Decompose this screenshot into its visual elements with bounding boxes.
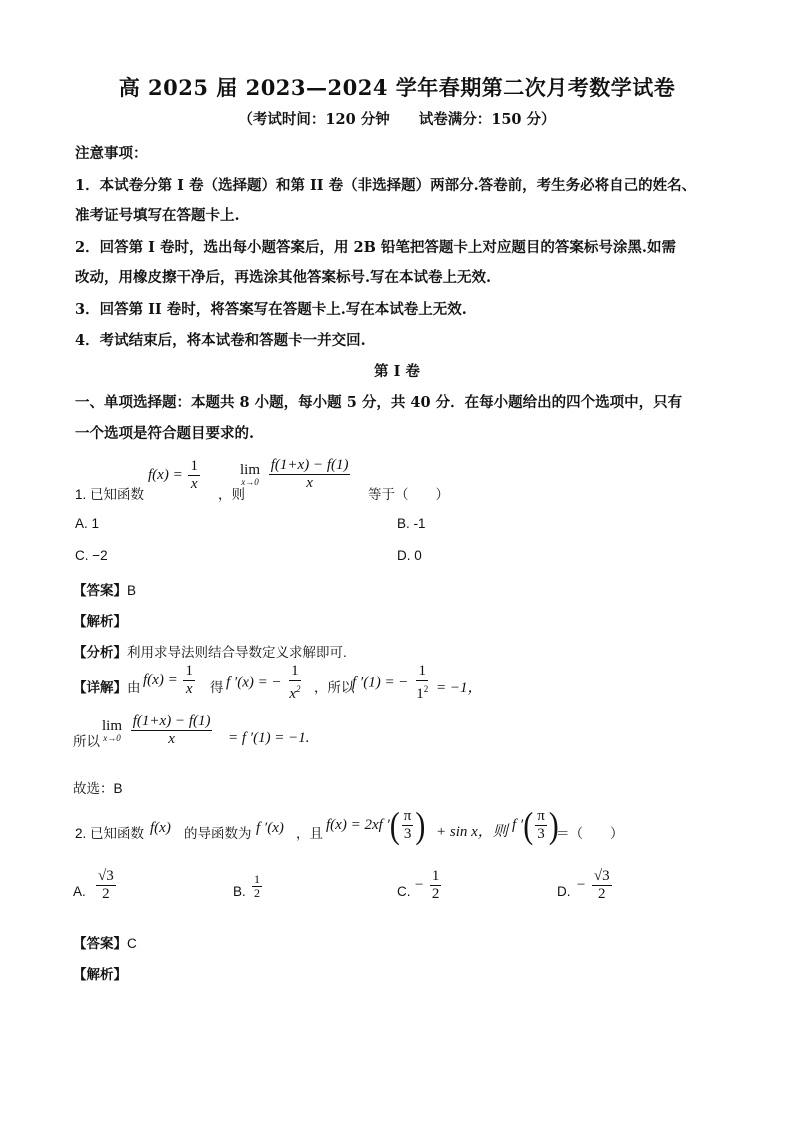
q2-option-c-label: C. [397,884,411,899]
q2-fpx: f ′(x) [256,820,284,836]
answer-tag: 【答案】 [73,936,127,951]
q1-option-a: A. 1 [75,516,100,531]
q1-answer [73,579,136,599]
question-2-end: ＝（ ） [556,826,624,841]
question-2-mid1: 的导函数为 [184,826,252,841]
q1-option-c: C. −2 [75,548,108,563]
q1-fenxi [73,641,347,661]
question-1-then: ，则 [218,487,245,502]
question-2-mid2: ，且 [296,826,323,841]
q1-analysis-tag [73,610,127,630]
notice-item: 改动，用橡皮擦干净后，再选涂其他答案标号.写在本试卷上无效. [75,269,492,286]
q1-option-b: B. -1 [397,516,426,531]
q2-option-c-value: − $\frac{1}{2}$ [414,868,440,902]
section-heading-cont: 一个选项是符合题目要求的. [75,425,255,442]
q2-option-b-value: $\frac{1}{2}$ [254,872,260,900]
notice-item: 3．回答第 II 卷时，将答案写在答题卡上.写在本试卷上无效. [75,301,467,318]
q1-detail-math: f(x) = $\frac{1}{x}$ [143,663,193,697]
q1-value-math: f ′(1) = − $\frac{1}{1^2}$ [352,663,429,702]
analysis-tag: 【解析】 [73,614,127,629]
notice-heading: 注意事项： [75,145,148,162]
answer-tag: 【答案】 [73,583,127,598]
q2-analysis-tag [73,963,127,983]
fenxi-tag: 【分析】 [73,645,127,660]
q2-option-a-value: $\frac{√3}{2}$ [98,868,114,902]
detail-text-d: = −1， [436,680,483,696]
page-title: 高 2025 届 2023—2024 学年春期第二次月考数学试卷 [118,75,676,100]
q1-so-end: = f ′(1) = −1. [228,730,310,746]
question-1-prefix: 1. 已知函数 [75,487,145,502]
fenxi-text: 利用求导法则结合导数定义求解即可. [127,645,347,660]
detail-text-c: ，所以 [314,680,355,695]
question-1-end: 等于（ ） [368,487,449,502]
q1-derivative-math: f ′(x) = − $\frac{1}{x^2}$ [226,663,301,702]
question-2-prefix: 2. 已知函数 [75,826,145,841]
detail-text-b: 得 [210,680,224,695]
q2-target: f ′( $\frac{\pi}{3}$ ) [512,804,559,846]
q2-answer [73,932,137,952]
notice-item: 4．考试结束后，将本试卷和答题卡一并交回. [75,332,366,349]
detail-text-a: 由 [127,680,141,695]
analysis-tag: 【解析】 [73,967,127,982]
q2-equation: f(x) = 2xf ′( $\frac{\pi}{3}$ ) [326,804,426,846]
notice-item: 1．本试卷分第 I 卷（选择题）和第 II 卷（非选择题）两部分.答卷前，考生务必将自己的姓名、 [75,177,697,194]
notice-item: 2．回答第 I 卷时，选出每小题答案后，用 2B 铅笔把答题卡上对应题目的答案标号涂黑.如需 [75,239,676,256]
part-heading: 第 I 卷 [374,363,420,380]
answer-value: C [127,936,137,951]
q1-detail [73,676,141,696]
question-2-mid3: + sin x，则 [436,824,508,840]
detail-tag: 【详解】 [73,680,127,695]
q1-so-limit: lim x→0 $\frac{f(1+x) - f(1)}{x}$ [102,713,211,747]
q2-option-a-label: A. [73,884,86,899]
q1-function-def: f(x) = $\frac{1}{x}$ [148,458,198,492]
q1-option-d: D. 0 [397,548,422,563]
q2-option-d-label: D. [557,884,571,899]
notice-item: 准考证号填写在答题卡上. [75,207,240,224]
q2-option-d-value: − $\frac{√3}{2}$ [576,868,610,902]
q2-fx: f(x) [150,820,171,836]
exam-subtitle: （考试时间：120 分钟 试卷满分：150 分） [238,111,556,128]
q2-option-b-label: B. [233,884,246,899]
q1-choose: 故选：B [73,781,123,796]
section-heading: 一、单项选择题：本题共 8 小题，每小题 5 分，共 40 分．在每小题给出的四个选项中，只有 [75,394,683,411]
q1-so: 所以 [73,734,100,749]
q1-limit-expression: lim x→0 $\frac{f(1+x) - f(1)}{x}$ [240,457,349,491]
answer-value: B [127,583,137,598]
